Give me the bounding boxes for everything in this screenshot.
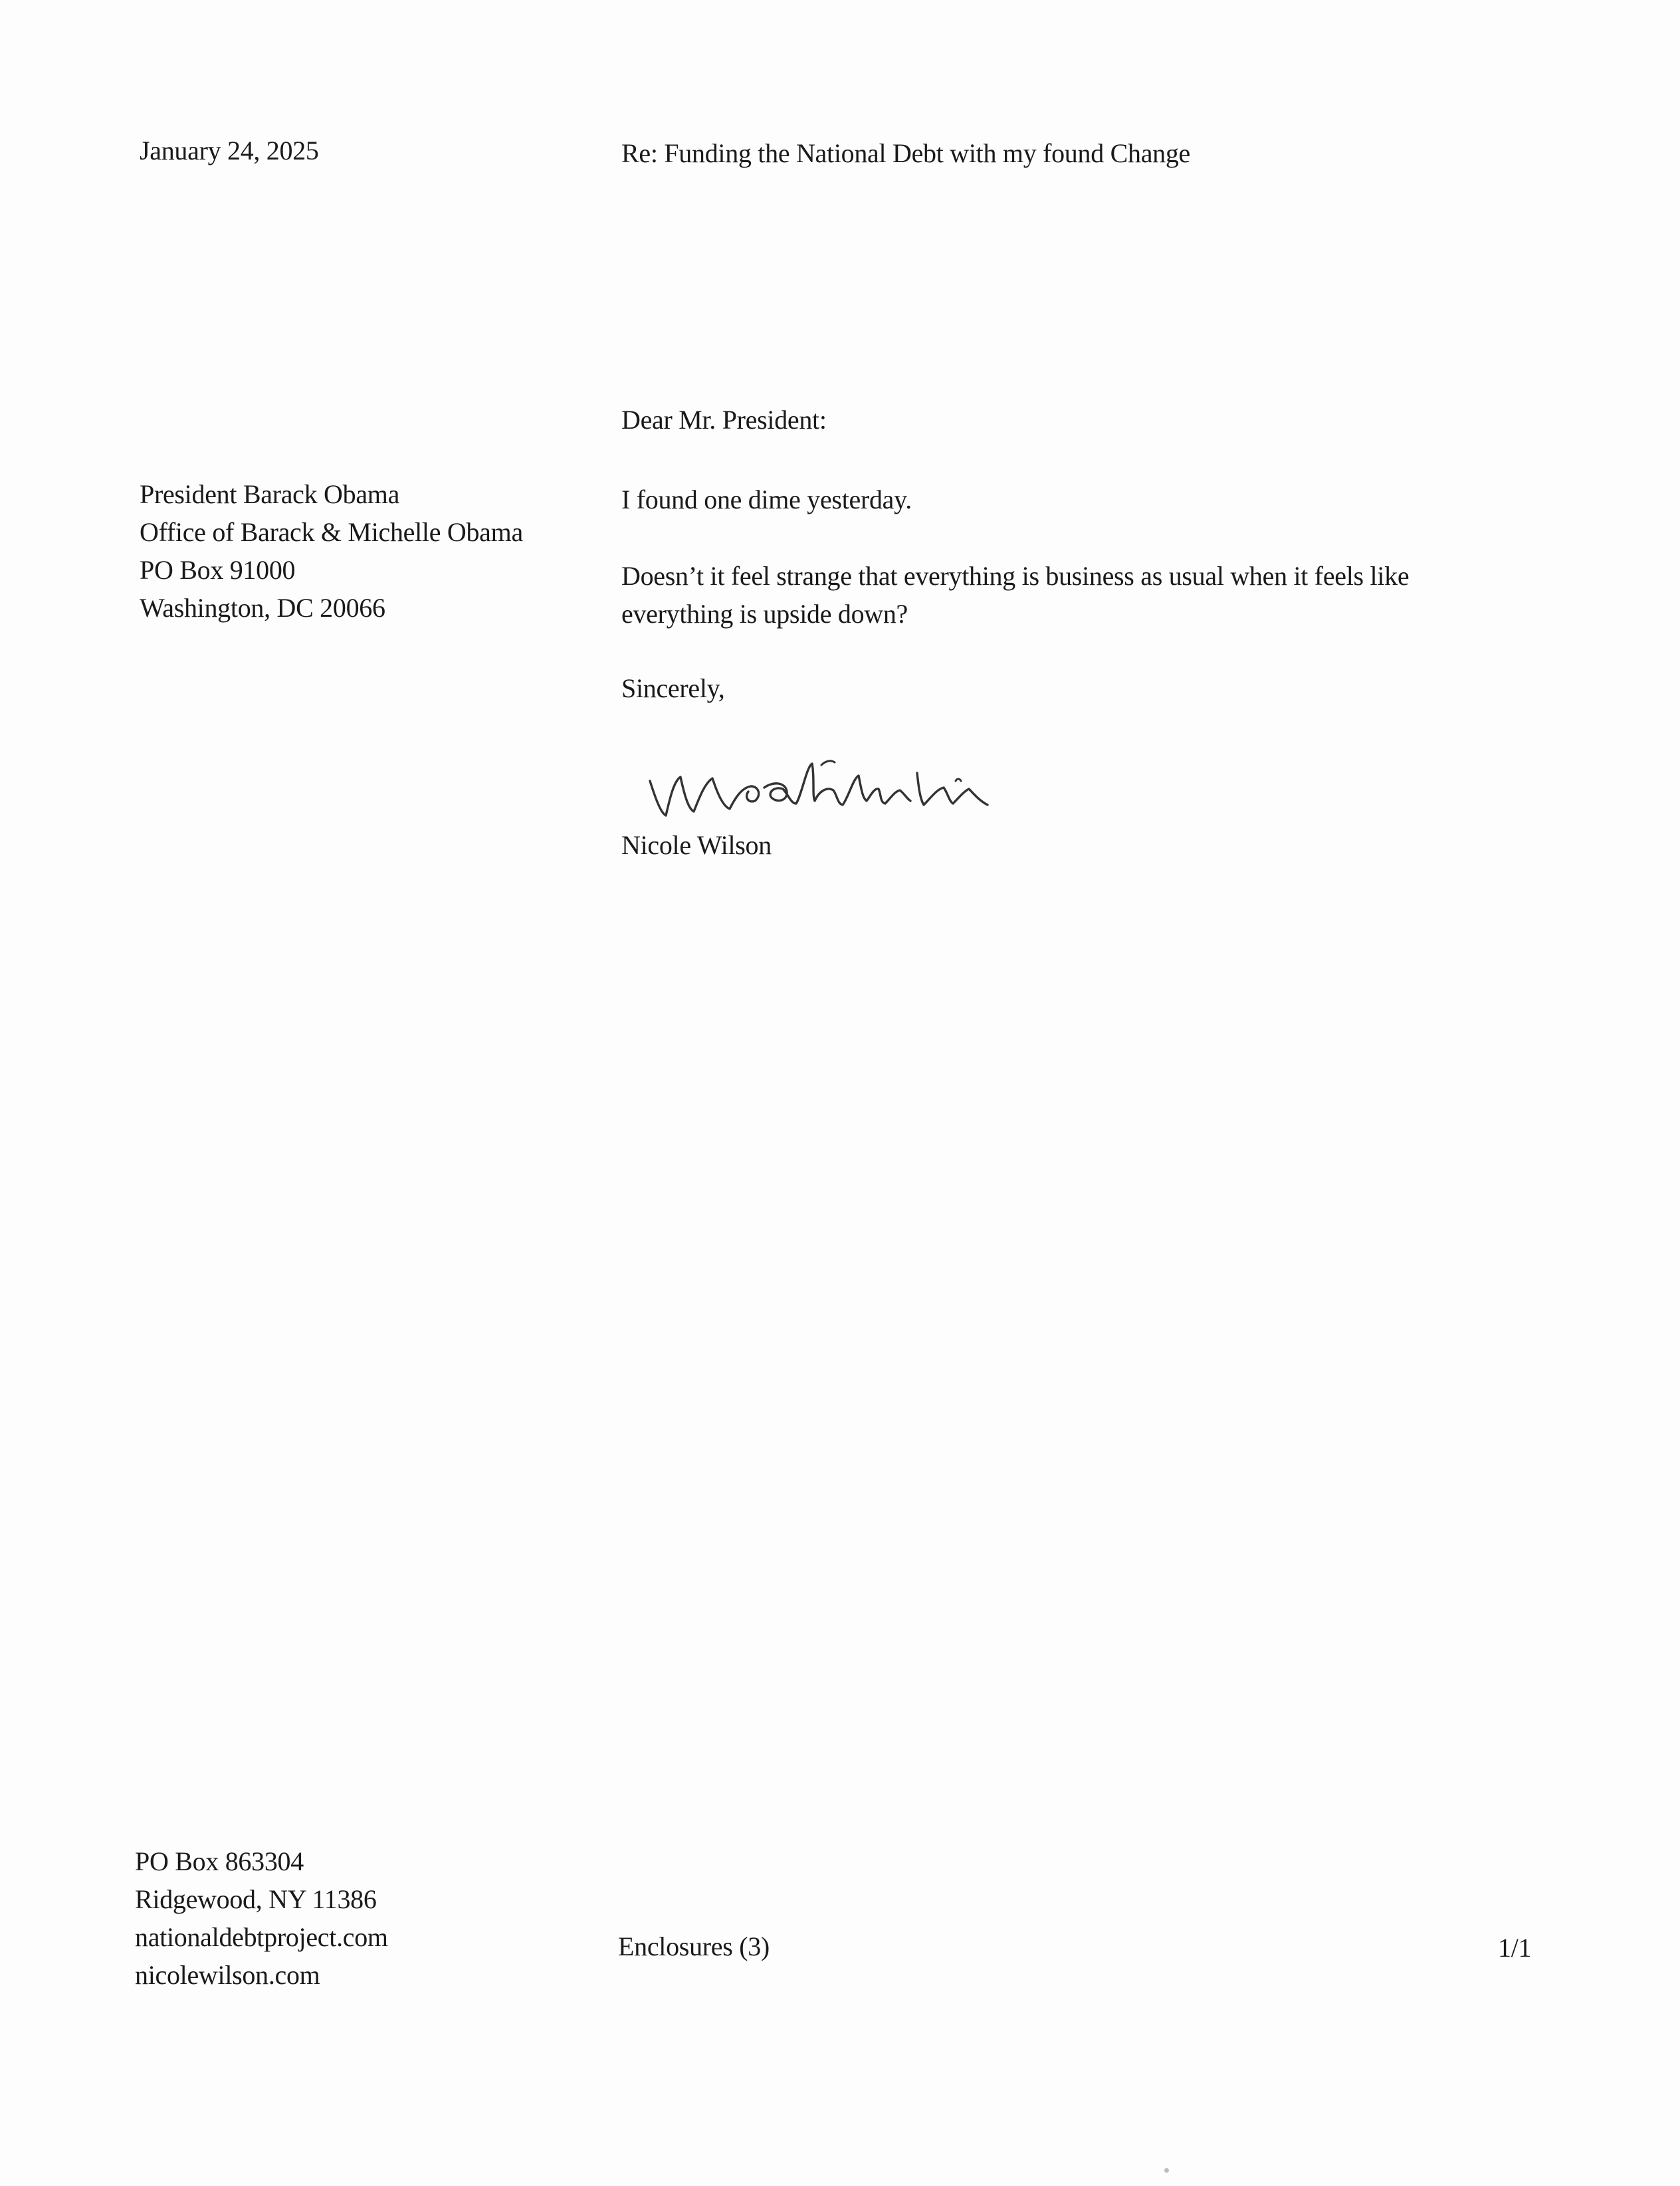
- sender-po-box: PO Box 863304: [135, 1846, 304, 1876]
- body-paragraph-1: I found one dime yesterday.: [621, 485, 912, 514]
- sender-address: [135, 1842, 388, 1994]
- body-paragraph-2-line-2: everything is upside down?: [621, 599, 908, 629]
- closing: Sincerely,: [621, 673, 725, 703]
- recipient-address: [140, 475, 523, 627]
- salutation: Dear Mr. President:: [621, 405, 827, 435]
- recipient-office: Office of Barack & Michelle Obama: [140, 517, 523, 547]
- sender-website-2: nicolewilson.com: [135, 1960, 320, 1990]
- sender-city: Ridgewood, NY 11386: [135, 1884, 377, 1914]
- handwritten-signature: [638, 734, 1063, 827]
- body-paragraph-2-line-1: Doesn’t it feel strange that everything is business as usual when it feels like: [621, 561, 1410, 591]
- scan-speck: [1164, 2168, 1169, 2173]
- sender-website-1: nationaldebtproject.com: [135, 1922, 388, 1952]
- letter-date: January 24, 2025: [140, 136, 319, 165]
- recipient-name: President Barack Obama: [140, 479, 400, 509]
- enclosures-note: Enclosures (3): [618, 1931, 770, 1961]
- recipient-po-box: PO Box 91000: [140, 555, 296, 585]
- letter-subject: Re: Funding the National Debt with my found Change: [621, 138, 1190, 168]
- recipient-city: Washington, DC 20066: [140, 593, 385, 623]
- body-paragraph-2: [621, 557, 1409, 633]
- page-number: 1/1: [1498, 1933, 1532, 1963]
- signer-name: Nicole Wilson: [621, 830, 772, 860]
